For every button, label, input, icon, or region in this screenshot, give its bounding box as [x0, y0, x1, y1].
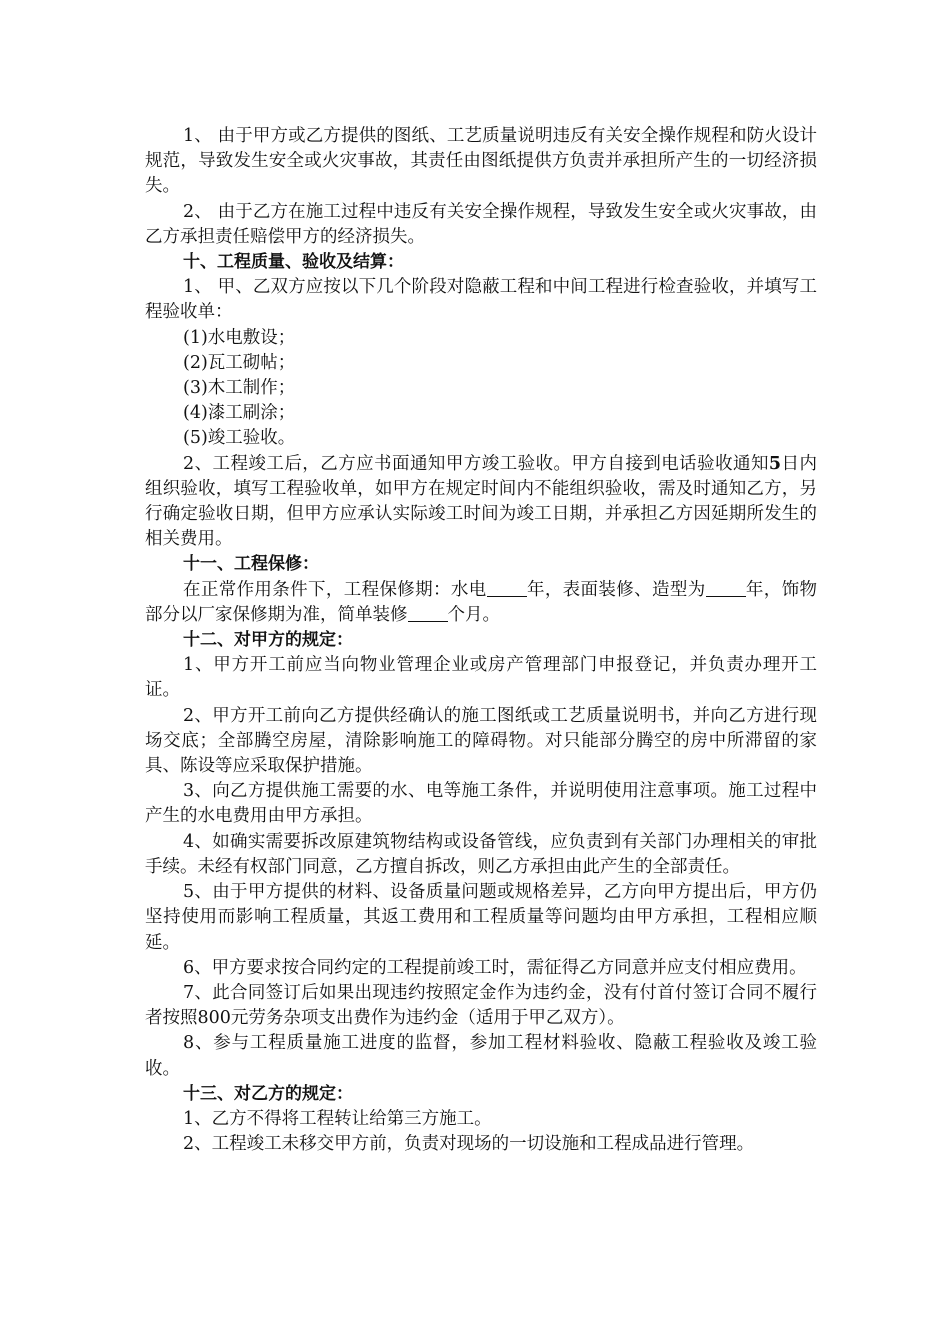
list-item: (2)瓦工砌帖；	[183, 352, 296, 373]
section-heading: 十、工程质量、验收及结算：	[183, 252, 404, 273]
text-run: 在正常作用条件下，工程保修期：水电	[183, 579, 487, 600]
text-run: 个月。	[447, 604, 500, 625]
paragraph: 4、如确实需要拆改原建筑物结构或设备管线，应负责到有关部门办理相关的审批手续。未经有权部门同意，乙方擅自拆改，则乙方承担由此产生的全部责任。	[145, 831, 817, 877]
paragraph: 2、工程竣工未移交甲方前，负责对现场的一切设施和工程成品进行管理。	[183, 1134, 755, 1155]
document-page	[145, 124, 817, 1157]
paragraph: 7、此合同签订后如果出现违约按照定金作为违约金，没有付首付签订合同不履行者按照800元劳务杂项支出费作为违约金（适用于甲乙双方）。	[145, 982, 817, 1029]
list-item: (1)水电敷设；	[183, 327, 296, 348]
paragraph: 1、 由于甲方或乙方提供的图纸、工艺质量说明违反有关安全操作规程和防火设计规范，导致发生安全或火灾事故，其责任由图纸提供方负责并承担所产生的一切经济损失。	[145, 126, 817, 197]
text-run: 日内组织验收，填写工程验收单，如甲方在规定时间内不能组织验收，需及时通知乙方，另行确定验收日期，但甲方应承认实际竣工时间为竣工日期，并承担乙方因延期所发生的相关费用。	[145, 453, 818, 550]
paragraph: 1、 甲、乙双方应按以下几个阶段对隐蔽工程和中间工程进行检查验收，并填写工程验收单：	[145, 277, 817, 323]
text-run: 2、工程竣工后，乙方应书面通知甲方竣工验收。甲方自接到电话验收通知	[183, 453, 769, 474]
paragraph: 6、甲方要求按合同约定的工程提前竣工时，需征得乙方同意并应支付相应费用。	[183, 957, 807, 978]
list-item: (5)竣工验收。	[183, 428, 296, 449]
text-run: 年，表面装修、造型为	[526, 579, 706, 600]
paragraph: 1、甲方开工前应当向物业管理企业或房产管理部门申报登记，并负责办理开工证。	[145, 655, 817, 701]
section-heading: 十一、工程保修：	[183, 554, 319, 575]
text-run: 年，饰物部分以厂家保修期为准，简单装修	[145, 579, 817, 625]
blank-line	[706, 580, 746, 597]
paragraph: 2、甲方开工前向乙方提供经确认的施工图纸或工艺质量说明书，并向乙方进行现场交底；全部腾空房屋，清除影响施工的障碍物。对只能部分腾空的房中所滞留的家具、陈设等应采取保护措施。	[145, 705, 817, 777]
list-item: (3)木工制作；	[183, 378, 296, 399]
blank-line	[408, 605, 448, 622]
paragraph: 8、参与工程质量施工进度的监督，参加工程材料验收、隐蔽工程验收及竣工验收。	[145, 1033, 817, 1079]
blank-line	[487, 580, 527, 597]
paragraph: 2、 由于乙方在施工过程中违反有关安全操作规程，导致发生安全或火灾事故，由乙方承担责任赔偿甲方的经济损失。	[145, 201, 817, 247]
paragraph: 3、向乙方提供施工需要的水、电等施工条件，并说明使用注意事项。施工过程中产生的水电费用由甲方承担。	[145, 781, 817, 827]
paragraph: 5、由于甲方提供的材料、设备质量问题或规格差异，乙方向甲方提出后，甲方仍坚持使用而影响工程质量，其返工费用和工程质量等问题均由甲方承担，工程相应顺延。	[145, 882, 817, 953]
paragraph	[145, 578, 817, 628]
paragraph	[145, 452, 817, 553]
section-heading: 十二、对甲方的规定：	[183, 630, 353, 651]
section-heading: 十三、对乙方的规定：	[183, 1083, 353, 1104]
day-count: 5	[768, 453, 782, 474]
list-item: (4)漆工刷涂；	[183, 403, 296, 424]
paragraph: 1、乙方不得将工程转让给第三方施工。	[183, 1108, 492, 1129]
